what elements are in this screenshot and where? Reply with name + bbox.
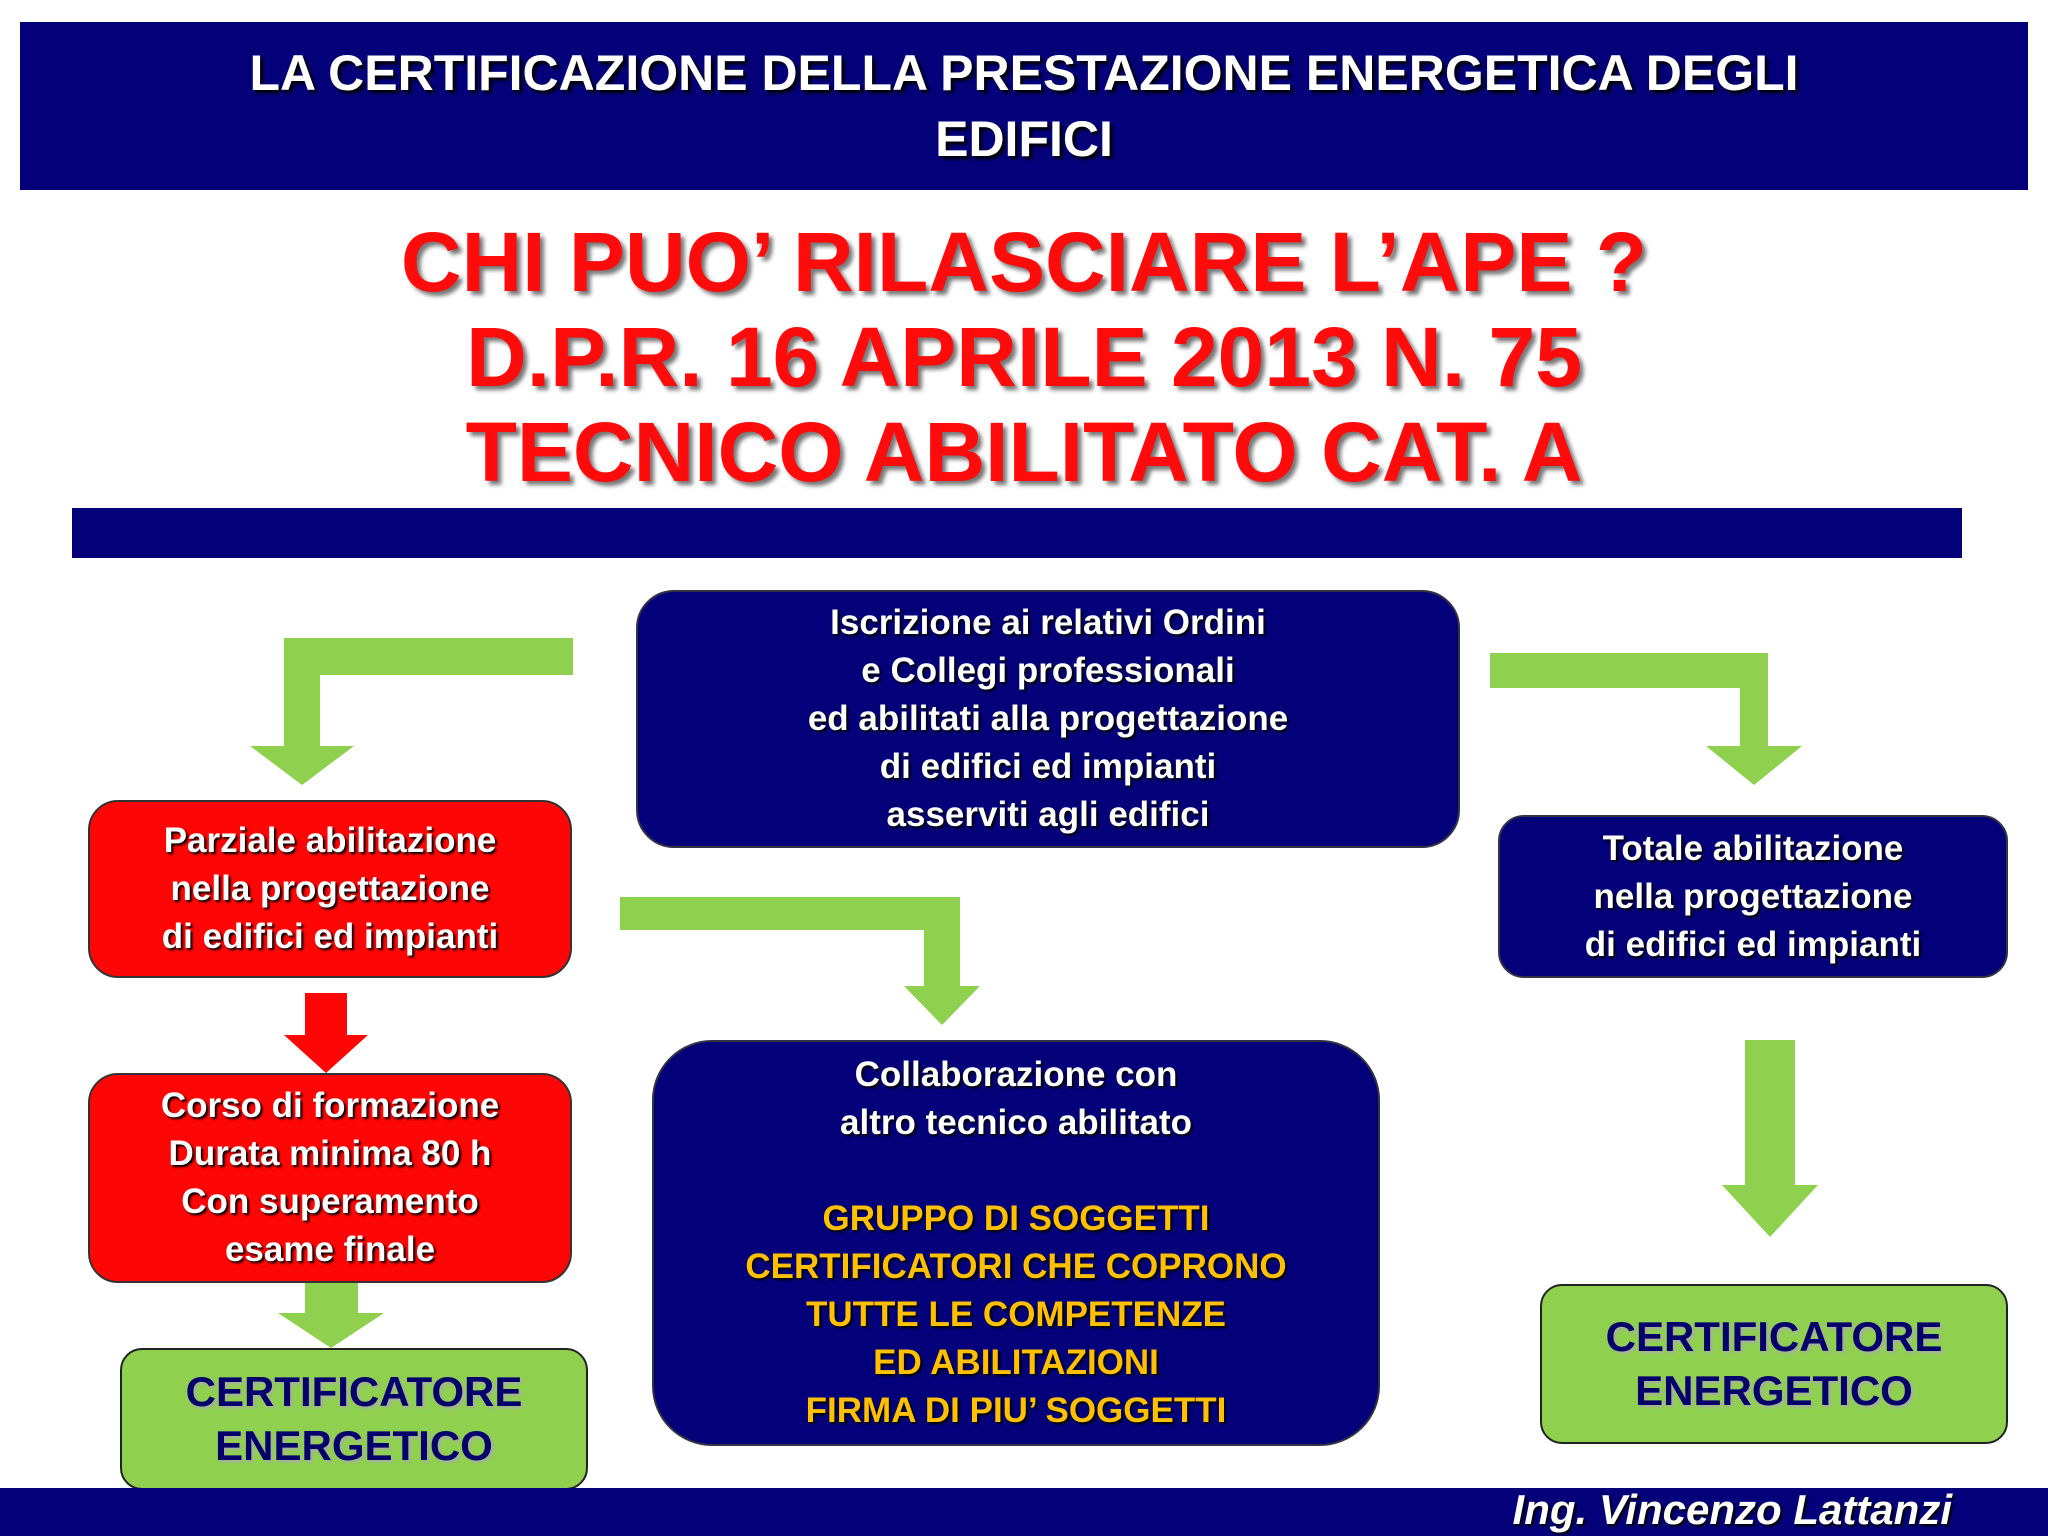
box-totale-line-2: nella progettazione xyxy=(1593,876,1913,916)
box-parziale xyxy=(88,800,572,978)
title-line-1: CHI PUO’ RILASCIARE L’APE ? xyxy=(400,215,1648,309)
box-totale xyxy=(1498,815,2008,978)
box-parziale-line-1: Parziale abilitazione xyxy=(163,821,497,860)
box-certificatore-right-line-1: CERTIFICATORE xyxy=(1605,1313,1943,1360)
arrow-middle xyxy=(620,897,980,1025)
arrow-top-right xyxy=(1490,653,1802,785)
box-collaborazione-line-1: Collaborazione con xyxy=(854,1055,1178,1094)
arrow-right-down xyxy=(1722,1040,1818,1237)
box-gruppo-line-5: FIRMA DI PIU’ SOGGETTI xyxy=(805,1391,1227,1430)
box-parziale-line-3: di edifici ed impianti xyxy=(161,917,499,956)
arrow-top-left xyxy=(250,638,573,785)
box-certificatore-left-line-2: ENERGETICO xyxy=(215,1422,493,1469)
box-corso-line-3: Con superamento xyxy=(181,1182,479,1221)
box-certificatore-left xyxy=(120,1348,588,1490)
box-collaborazione-spacer xyxy=(654,1147,1378,1195)
box-corso-line-1: Corso di formazione xyxy=(160,1086,500,1125)
author-credit: Ing. Vincenzo Lattanzi xyxy=(1512,1486,1952,1533)
box-iscrizione-line-3: ed abilitati alla progettazione xyxy=(807,699,1289,738)
box-iscrizione xyxy=(636,590,1460,848)
box-totale-line-3: di edifici ed impianti xyxy=(1584,924,1922,964)
box-corso xyxy=(88,1073,572,1283)
arrow-left-down xyxy=(278,1283,384,1348)
box-corso-line-4: esame finale xyxy=(224,1230,436,1269)
box-iscrizione-line-4: di edifici ed impianti xyxy=(879,747,1217,786)
box-totale-line-1: Totale abilitazione xyxy=(1602,828,1904,868)
box-gruppo-line-4: ED ABILITAZIONI xyxy=(873,1343,1159,1382)
box-iscrizione-line-2: e Collegi professionali xyxy=(861,651,1235,690)
title-line-2: D.P.R. 16 APRILE 2013 N. 75 xyxy=(466,310,1582,404)
box-certificatore-left-line-1: CERTIFICATORE xyxy=(185,1368,523,1415)
box-iscrizione-line-1: Iscrizione ai relativi Ordini xyxy=(830,603,1266,642)
arrow-red-down xyxy=(284,993,368,1073)
box-collaborazione xyxy=(652,1040,1380,1446)
box-iscrizione-line-5: asserviti agli edifici xyxy=(886,795,1210,834)
box-gruppo-line-1: GRUPPO DI SOGGETTI xyxy=(822,1199,1210,1238)
box-gruppo-line-3: TUTTE LE COMPETENZE xyxy=(806,1295,1226,1334)
header-line-2: EDIFICI xyxy=(935,111,1113,167)
box-certificatore-right xyxy=(1540,1284,2008,1444)
box-parziale-line-2: nella progettazione xyxy=(170,869,490,908)
box-certificatore-right-line-2: ENERGETICO xyxy=(1635,1367,1913,1414)
box-gruppo-line-2: CERTIFICATORI CHE COPRONO xyxy=(745,1247,1287,1286)
header-line-1: LA CERTIFICAZIONE DELLA PRESTAZIONE ENERGETICA DEGLI xyxy=(249,45,1799,101)
box-collaborazione-line-2: altro tecnico abilitato xyxy=(840,1103,1192,1142)
box-corso-line-2: Durata minima 80 h xyxy=(168,1134,492,1173)
title-line-3: TECNICO ABILITATO CAT. A xyxy=(465,405,1583,499)
